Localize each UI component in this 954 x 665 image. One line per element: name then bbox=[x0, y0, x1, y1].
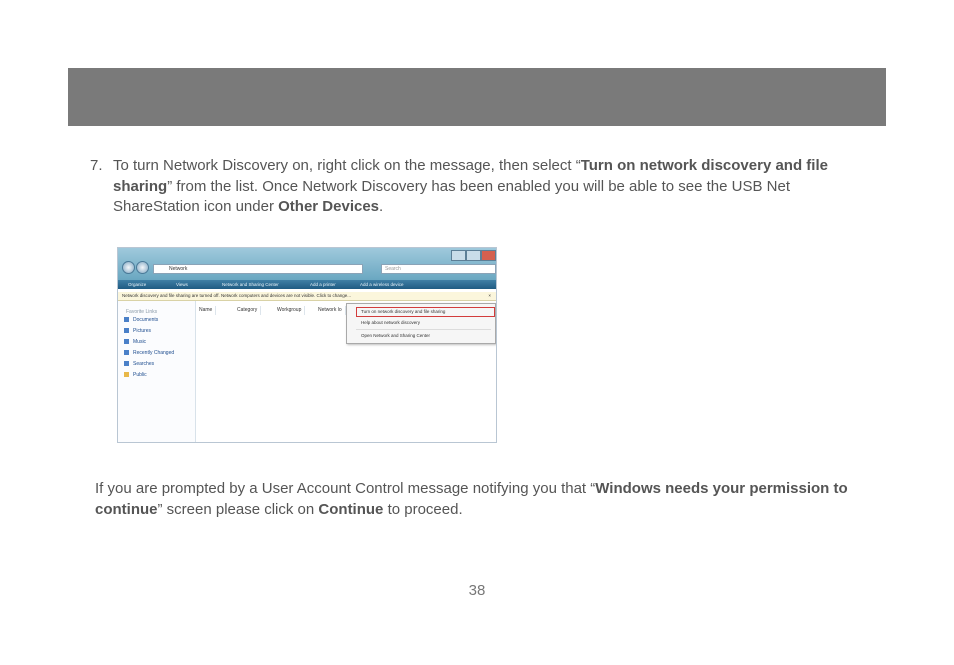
add-device-button[interactable]: Add a wireless device bbox=[360, 282, 404, 287]
step-text-1: To turn Network Discovery on, right click on the message, then select “ bbox=[113, 157, 581, 174]
network-center-button[interactable]: Network and Sharing Center bbox=[222, 282, 279, 287]
column-category[interactable]: Category bbox=[237, 306, 261, 315]
step-text bbox=[113, 156, 870, 218]
context-menu bbox=[346, 303, 496, 344]
step-number: 7. bbox=[90, 157, 103, 174]
maximize-button[interactable] bbox=[466, 250, 481, 261]
menu-separator bbox=[356, 329, 491, 330]
command-toolbar bbox=[118, 280, 496, 289]
forward-button[interactable] bbox=[136, 261, 149, 274]
sidebar-item-documents[interactable]: Documents bbox=[124, 317, 158, 324]
search-box[interactable] bbox=[381, 264, 496, 274]
sidebar-item-public[interactable]: Public bbox=[124, 372, 147, 379]
note-text-1: If you are prompted by a User Account Control message notifying you that “ bbox=[95, 480, 596, 497]
folder-icon bbox=[124, 361, 129, 366]
search-placeholder: Search bbox=[385, 266, 401, 272]
step-bold-1: Turn on network discovery and file sharing bbox=[113, 157, 828, 195]
folder-icon bbox=[124, 350, 129, 355]
menu-turn-on-discovery[interactable]: Turn on network discovery and file sharing bbox=[361, 309, 446, 314]
page-number: 38 bbox=[468, 582, 486, 599]
sidebar-item-recently-changed[interactable]: Recently Changed bbox=[124, 350, 174, 357]
folder-icon bbox=[124, 328, 129, 333]
note-bold-1: Windows needs your permission to continue bbox=[95, 480, 848, 518]
step-7-paragraph bbox=[90, 156, 870, 218]
add-printer-button[interactable]: Add a printer bbox=[310, 282, 336, 287]
sidebar-item-music[interactable]: Music bbox=[124, 339, 146, 346]
window-titlebar bbox=[118, 248, 496, 280]
views-button[interactable]: Views bbox=[176, 282, 188, 287]
column-network-location[interactable]: Network lo bbox=[318, 306, 346, 315]
note-text-2: ” screen please click on bbox=[157, 500, 319, 518]
note-text-3: to proceed. bbox=[383, 500, 463, 518]
back-button[interactable] bbox=[122, 261, 135, 274]
minimize-button[interactable] bbox=[451, 250, 466, 261]
folder-icon bbox=[124, 372, 129, 377]
address-text: Network bbox=[169, 266, 188, 272]
folder-icon bbox=[124, 339, 129, 344]
menu-help-discovery[interactable]: Help about network discovery bbox=[361, 320, 421, 325]
favorite-links-heading: Favorite Links bbox=[126, 309, 158, 315]
header-bar bbox=[68, 68, 886, 126]
step-text-3: . bbox=[379, 198, 384, 215]
favorite-links-sidebar bbox=[118, 301, 196, 442]
menu-open-network-center[interactable]: Open Network and Sharing Center bbox=[361, 333, 431, 338]
uac-note-paragraph bbox=[95, 479, 855, 520]
note-bold-2: Continue bbox=[318, 500, 384, 518]
info-close-icon[interactable]: × bbox=[488, 293, 491, 298]
folder-icon bbox=[124, 317, 129, 322]
column-headers bbox=[197, 306, 357, 315]
column-name[interactable]: Name bbox=[199, 306, 216, 315]
column-workgroup[interactable]: Workgroup bbox=[277, 306, 305, 315]
info-bar[interactable] bbox=[118, 292, 496, 301]
address-bar[interactable] bbox=[153, 264, 363, 274]
info-bar-text: Network discovery and file sharing are turned off. Network computers and devices are not visible. Click to change... bbox=[122, 293, 352, 298]
network-window-screenshot bbox=[117, 247, 497, 443]
sidebar-item-searches[interactable]: Searches bbox=[124, 361, 154, 368]
sidebar-item-pictures[interactable]: Pictures bbox=[124, 328, 151, 335]
organize-button[interactable]: Organize bbox=[128, 282, 147, 287]
step-bold-2: Other Devices bbox=[278, 198, 380, 215]
close-button[interactable] bbox=[481, 250, 496, 261]
step-text-2: ” from the list. Once Network Discovery has been enabled you will be able to see the USB Net ShareStation icon under bbox=[113, 177, 790, 215]
